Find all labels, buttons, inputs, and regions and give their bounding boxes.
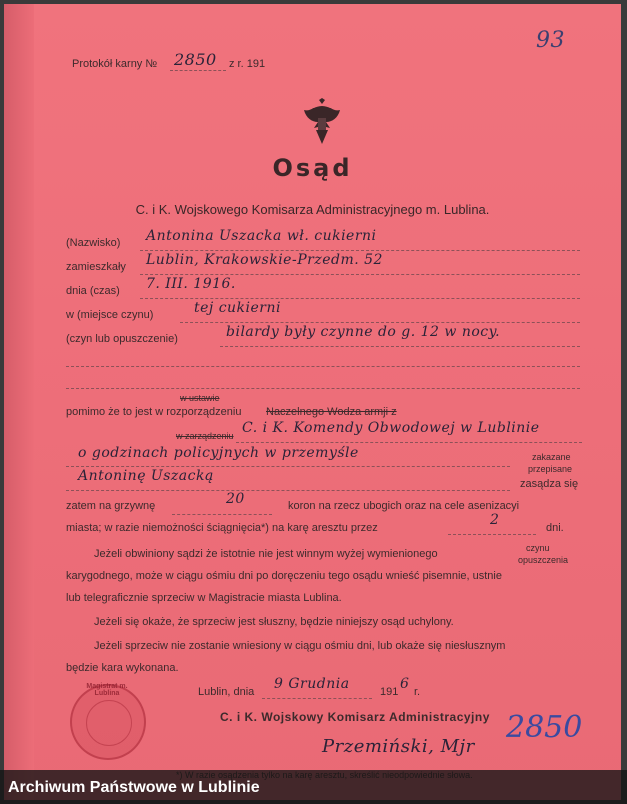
- protocol-label: Protokół karny №: [72, 58, 158, 70]
- date-day: 9 Grudnia: [274, 676, 350, 692]
- double-eagle-emblem-icon: [300, 98, 344, 146]
- handwritten-order-1: C. i K. Komendy Obwodowej w Lublinie: [242, 420, 540, 436]
- date-line: [262, 698, 372, 699]
- arrest-label: miasta; w razie niemożności ściągnięcia*) na karę aresztu przez: [66, 522, 378, 534]
- paragraph-2: Jeżeli się okaże, że sprzeciw jest słuszny, będzie niniejszy osąd uchylony.: [94, 616, 454, 628]
- field-value-act: bilardy były czynne do g. 12 w nocy.: [226, 324, 501, 340]
- field-label-address: zamieszkały: [66, 261, 126, 273]
- field-line-address: [140, 274, 580, 275]
- przepisane-label: przepisane: [528, 464, 573, 474]
- document-subtitle: C. i K. Wojskowego Komisarza Administracyjnego m. Lublina.: [135, 202, 490, 217]
- date-r: r.: [414, 686, 421, 698]
- field-line-name: [140, 250, 580, 251]
- document-sheet: [4, 4, 621, 800]
- field-label-date: dnia (czas): [66, 285, 120, 297]
- field-label-name: (Nazwisko): [66, 237, 121, 249]
- order-line-1: [236, 442, 582, 443]
- fine-amount: 20: [226, 491, 245, 507]
- arrest-days: 2: [490, 512, 500, 528]
- field-value-place: tej cukierni: [194, 300, 281, 316]
- blank-line-1: [66, 366, 580, 367]
- handwritten-order-2: o godzinach policyjnych w przemyśle: [78, 445, 359, 461]
- stamp-inner-ring: [86, 700, 132, 746]
- field-value-address: Lublin, Krakowskie-Przedm. 52: [146, 252, 383, 268]
- field-label-place: w (miejsce czynu): [66, 309, 154, 321]
- signature-title: C. i K. Wojskowy Komisarz Administracyjny: [220, 710, 490, 724]
- paragraph-1-line-3: lub telegraficznie sprzeciw w Magistracie miasta Lublina.: [66, 592, 342, 604]
- archive-number: 93: [536, 28, 565, 53]
- ustawie-label: w ustawie: [180, 393, 220, 403]
- fine-text: koron na rzecz ubogich oraz na cele asenizacyi: [288, 500, 520, 512]
- blank-line-2: [66, 388, 580, 389]
- field-line-act: [220, 346, 580, 347]
- protocol-number: 2850: [174, 50, 217, 69]
- date-year-prefix: 191: [380, 686, 399, 698]
- handwritten-name: Antoninę Uszacką: [78, 468, 214, 484]
- blue-pencil-number: 2850: [506, 710, 583, 745]
- date-year-suffix: 6: [400, 676, 410, 692]
- days-label: dni.: [546, 522, 564, 534]
- field-value-date: 7. III. 1916.: [146, 276, 236, 292]
- paragraph-3-line-1: Jeżeli sprzeciw nie zostanie wniesiony w ciągu ośmiu dni, lub okaże się niesłusznym: [94, 640, 506, 652]
- fine-line: [172, 514, 272, 515]
- pomimo-text: pomimo że to jest w rozporządzeniu: [66, 406, 242, 418]
- protocol-number-line: [170, 70, 226, 71]
- field-line-date: [140, 298, 580, 299]
- fine-label: zatem na grzywnę: [66, 500, 156, 512]
- field-label-act: (czyn lub opuszczenie): [66, 333, 178, 345]
- order-line-2: [66, 466, 510, 467]
- zasadza-label: zasądza się: [520, 478, 579, 490]
- field-value-name: Antonina Uszacka wł. cukierni: [146, 228, 377, 244]
- signature: Przemiński, Mjr: [322, 736, 475, 757]
- paragraph-3-line-2: będzie kara wykonana.: [66, 662, 179, 674]
- paper-fold: [4, 4, 34, 800]
- paragraph-1-line-2: karygodnego, może w ciągu ośmiu dni po doręczeniu tego osądu wnieść pisemnie, ustnie: [66, 570, 502, 582]
- stamp-text: Magistrat m. Lublina: [86, 683, 128, 697]
- paragraph-1-line-1: Jeżeli obwiniony sądzi że istotnie nie jest winnym wyżej wymienionego: [94, 548, 438, 560]
- field-line-place: [180, 322, 580, 323]
- zarzadzeniu-label: w zarządzeniu: [176, 431, 234, 441]
- protocol-year: z r. 191: [229, 58, 266, 70]
- crossed-text: Naczelnego Wodza armji z: [266, 406, 397, 418]
- archive-footer-label: Archiwum Państwowe w Lublinie: [8, 779, 260, 796]
- name-line: [66, 490, 510, 491]
- document-title: Osąd: [272, 154, 353, 182]
- czynu-label: czynu: [526, 543, 550, 553]
- arrest-line: [448, 534, 536, 535]
- date-label: Lublin, dnia: [198, 686, 255, 698]
- official-stamp: [70, 684, 146, 760]
- opuszczenia-label: opuszczenia: [518, 555, 569, 565]
- zakazane-label: zakazane: [532, 452, 571, 462]
